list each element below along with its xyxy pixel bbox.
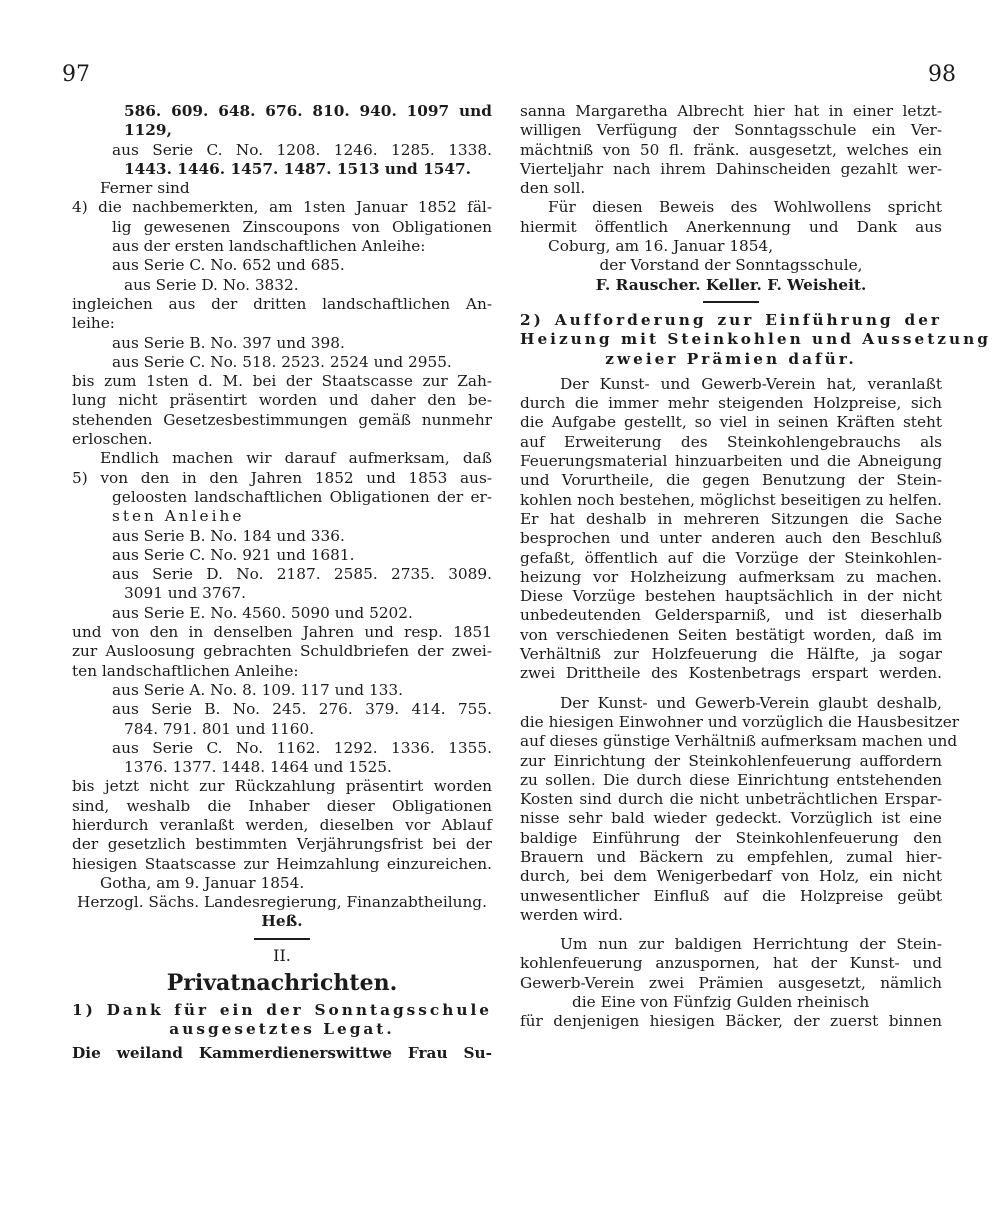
signature-line: Herzogl. Sächs. Landesregierung, Finanzabtheilung.: [77, 893, 487, 912]
text-line: der gesetzlich bestimmten Verjährungsfrist bei der: [72, 835, 492, 854]
text-line: 1376. 1377. 1448. 1464 und 1525.: [124, 758, 392, 777]
separator-rule: [703, 301, 759, 303]
text-line: die Aufgabe gestellt, so viel in seinen Kräften steht: [520, 413, 942, 432]
text-line: bis jetzt nicht zur Rückzahlung präsentirt worden: [72, 777, 492, 796]
text-line: die hiesigen Einwohner und vorzüglich die Hausbesitzer: [520, 712, 960, 731]
text-line: aus Serie C. No. 1162. 1292. 1336. 1355.: [112, 738, 492, 757]
text-line: unwesentlicher Einfluß auf die Holzpreise geübt: [520, 886, 942, 905]
text-line: Der Kunst- und Gewerb-Verein hat, veranlaßt: [560, 374, 942, 393]
text-line: lung nicht präsentirt worden und daher den be-: [72, 391, 492, 410]
text-line: unbedeutenden Geldersparniß, und ist dieserhalb: [520, 606, 942, 625]
text-line: kohlen noch bestehen, möglichst beseitigen zu helfen.: [520, 490, 942, 509]
text-line: aus Serie B. No. 245. 276. 379. 414. 755.: [112, 700, 492, 719]
text-line: hierdurch veranlaßt werden, dieselben vor Ablauf: [72, 815, 492, 834]
text-line: baldige Einführung der Steinkohlenfeuerung den: [520, 828, 942, 847]
text-line: Um nun zur baldigen Herrichtung der Stein-: [560, 935, 942, 954]
signature-line: F. Rauscher. Keller. F. Weisheit.: [595, 275, 867, 294]
text-line: geloosten landschaftlichen Obligationen der er-: [112, 487, 492, 506]
text-line: sind, weshalb die Inhaber dieser Obligationen: [72, 796, 492, 815]
text-line: aus Serie C. No. 518. 2523. 2524 und 2955.: [112, 352, 452, 371]
text-line: durch die immer mehr steigenden Holzpreise, sich: [520, 394, 942, 413]
text-line: Er hat deshalb in mehreren Sitzungen die Sache: [520, 509, 942, 528]
text-line: auf Erweiterung des Steinkohlengebrauchs als: [520, 432, 942, 451]
notice-title-line: 1) Dank für ein der Sonntagsschule: [72, 1001, 492, 1020]
notice-title-line: ausgesetztes Legat.: [169, 1020, 395, 1039]
text-line: für denjenigen hiesigen Bäcker, der zuerst binnen: [520, 1012, 942, 1031]
text-line: durch, bei dem Wenigerbedarf von Holz, ein nicht: [520, 867, 942, 886]
text-line: den soll.: [520, 179, 586, 198]
text-line: Diese Vorzüge bestehen hauptsächlich in der nicht: [520, 587, 942, 606]
text-line: aus Serie C. No. 652 und 685.: [112, 256, 345, 275]
left-column: [72, 102, 492, 1063]
page-number-left: 97: [62, 62, 90, 87]
section-number: II.: [273, 945, 291, 965]
left-signature: [72, 893, 492, 932]
text-line: aus Serie C. No. 1208. 1246. 1285. 1338.: [112, 140, 492, 159]
text-line: kohlenfeuerung anzuspornen, hat der Kunst- und: [520, 954, 942, 973]
text-line: von verschiedenen Seiten bestätigt worden, daß im: [520, 625, 942, 644]
text-line: Für diesen Beweis des Wohlwollens spricht: [548, 198, 942, 217]
heating-notice-body: [520, 374, 960, 1032]
text-line: ingleichen aus der dritten landschaftlichen An-: [72, 294, 492, 313]
text-line: 586. 609. 648. 676. 810. 940. 1097 und: [124, 102, 492, 120]
text-line: Vierteljahr nach ihrem Dahinscheiden gezahlt wer-: [520, 159, 942, 178]
section-title: Privatnachrichten.: [166, 970, 398, 997]
right-signature: [520, 256, 942, 295]
text-line: Endlich machen wir darauf aufmerksam, daß: [100, 449, 492, 468]
notice-title-heating: [520, 310, 991, 369]
text-line: auf dieses günstige Verhältniß aufmerksam machen und: [520, 732, 958, 751]
text-line: hiesigen Staatscasse zur Heimzahlung einzureichen.: [72, 854, 492, 873]
closing-line: Die weiland Kammerdienerswittwe Frau Su-: [72, 1043, 492, 1062]
text-line: Feuerungsmaterial hinzuarbeiten und die Abneigung: [520, 452, 942, 471]
text-line: 1443. 1446. 1457. 1487. 1513 und 1547.: [124, 159, 471, 178]
text-line: willigen Verfügung der Sonntagsschule ein Ver-: [520, 121, 942, 140]
page-number-right: 98: [928, 62, 956, 87]
signature-line: der Vorstand der Sonntagsschule,: [599, 256, 863, 275]
text-line: zur Ausloosung gebrachten Schuldbriefen der zwei-: [72, 642, 492, 661]
text-line: Gewerb-Verein zwei Prämien ausgesetzt, nämlich: [520, 973, 942, 992]
text-line: stehenden Gesetzesbestimmungen gemäß nunmehr: [72, 410, 492, 429]
text-line: zwei Drittheile des Kostenbetrags erspart werden.: [520, 664, 942, 683]
text-line: 784. 791. 801 und 1160.: [124, 719, 315, 738]
left-text-block: [72, 102, 492, 893]
text-line: [520, 684, 942, 694]
right-column: [520, 102, 991, 1032]
text-line: und Vorurtheile, die gegen Benutzung der Stein-: [520, 471, 942, 490]
text-line: Ferner sind: [100, 179, 190, 198]
text-line: 3091 und 3767.: [124, 584, 246, 603]
text-line: aus Serie B. No. 184 und 336.: [112, 526, 345, 545]
text-line: werden wird.: [520, 905, 623, 924]
text-line: leihe:: [72, 314, 115, 333]
text-line: Gotha, am 9. Januar 1854.: [100, 873, 305, 892]
notice-title-line: 2) Aufforderung zur Einführung der: [520, 310, 942, 329]
text-line: mächtniß von 50 fl. fränk. ausgesetzt, welches ein: [520, 140, 942, 159]
right-text-block: [520, 102, 942, 256]
text-line: erloschen.: [72, 430, 153, 449]
text-line: Verhältniß zur Holzfeuerung die Hälfte, ja sogar: [520, 645, 942, 664]
text-line: und von den in denselben Jahren und resp. 1851: [72, 623, 492, 642]
text-line: die Eine von Fünfzig Gulden rheinisch: [572, 993, 870, 1012]
text-line: 5) von den in den Jahren 1852 und 1853 aus-: [72, 468, 492, 487]
text-line: gefaßt, öffentlich auf die Vorzüge der Steinkohlen-: [520, 548, 942, 567]
separator-rule: [254, 938, 310, 940]
signature-line: Heß.: [261, 912, 303, 931]
text-line: Brauern und Bäckern zu empfehlen, zumal hier-: [520, 847, 942, 866]
text-line: aus der ersten landschaftlichen Anleihe:: [112, 237, 426, 256]
notice-title-line: zweier Prämien dafür.: [605, 349, 857, 368]
text-line: bis zum 1sten d. M. bei der Staatscasse zur Zah-: [72, 372, 492, 391]
text-line: nisse sehr bald wieder gedeckt. Vorzüglich ist eine: [520, 809, 942, 828]
text-line: ten landschaftlichen Anleihe:: [72, 661, 299, 680]
text-line: 4) die nachbemerkten, am 1sten Januar 1852 fäl-: [72, 198, 492, 217]
text-line: sanna Margaretha Albrecht hier hat in einer letzt-: [520, 102, 942, 120]
text-line: lig gewesenen Zinscoupons von Obligationen: [112, 217, 492, 236]
text-line: aus Serie C. No. 921 und 1681.: [112, 545, 355, 564]
text-line: zu sollen. Die durch diese Einrichtung entstehenden: [520, 770, 942, 789]
notice-title-legacy: [72, 1001, 492, 1040]
text-line: aus Serie E. No. 4560. 5090 und 5202.: [112, 603, 413, 622]
text-line: Kosten sind durch die nicht unbeträchtlichen Erspar-: [520, 790, 942, 809]
text-line: zur Einrichtung der Steinkohlenfeuerung auffordern: [520, 751, 942, 770]
notice-title-line: Heizung mit Steinkohlen und Aussetzung: [520, 330, 991, 349]
text-line: aus Serie D. No. 2187. 2585. 2735. 3089.: [112, 565, 492, 584]
text-line: heizung vor Holzheizung aufmerksam zu machen.: [520, 567, 942, 586]
text-line: Der Kunst- und Gewerb-Verein glaubt deshalb,: [560, 693, 942, 712]
text-line: besprochen und unter anderen auch den Beschluß: [520, 529, 942, 548]
text-line: 1129,: [124, 121, 172, 140]
text-line: aus Serie B. No. 397 und 398.: [112, 333, 345, 352]
text-line: aus Serie D. No. 3832.: [124, 275, 299, 294]
text-line: [520, 925, 942, 935]
text-line: Coburg, am 16. Januar 1854,: [548, 237, 774, 256]
text-line: sten Anleihe: [112, 507, 245, 526]
text-line: aus Serie A. No. 8. 109. 117 und 133.: [112, 680, 404, 699]
text-line: hiermit öffentlich Anerkennung und Dank aus: [520, 217, 942, 236]
